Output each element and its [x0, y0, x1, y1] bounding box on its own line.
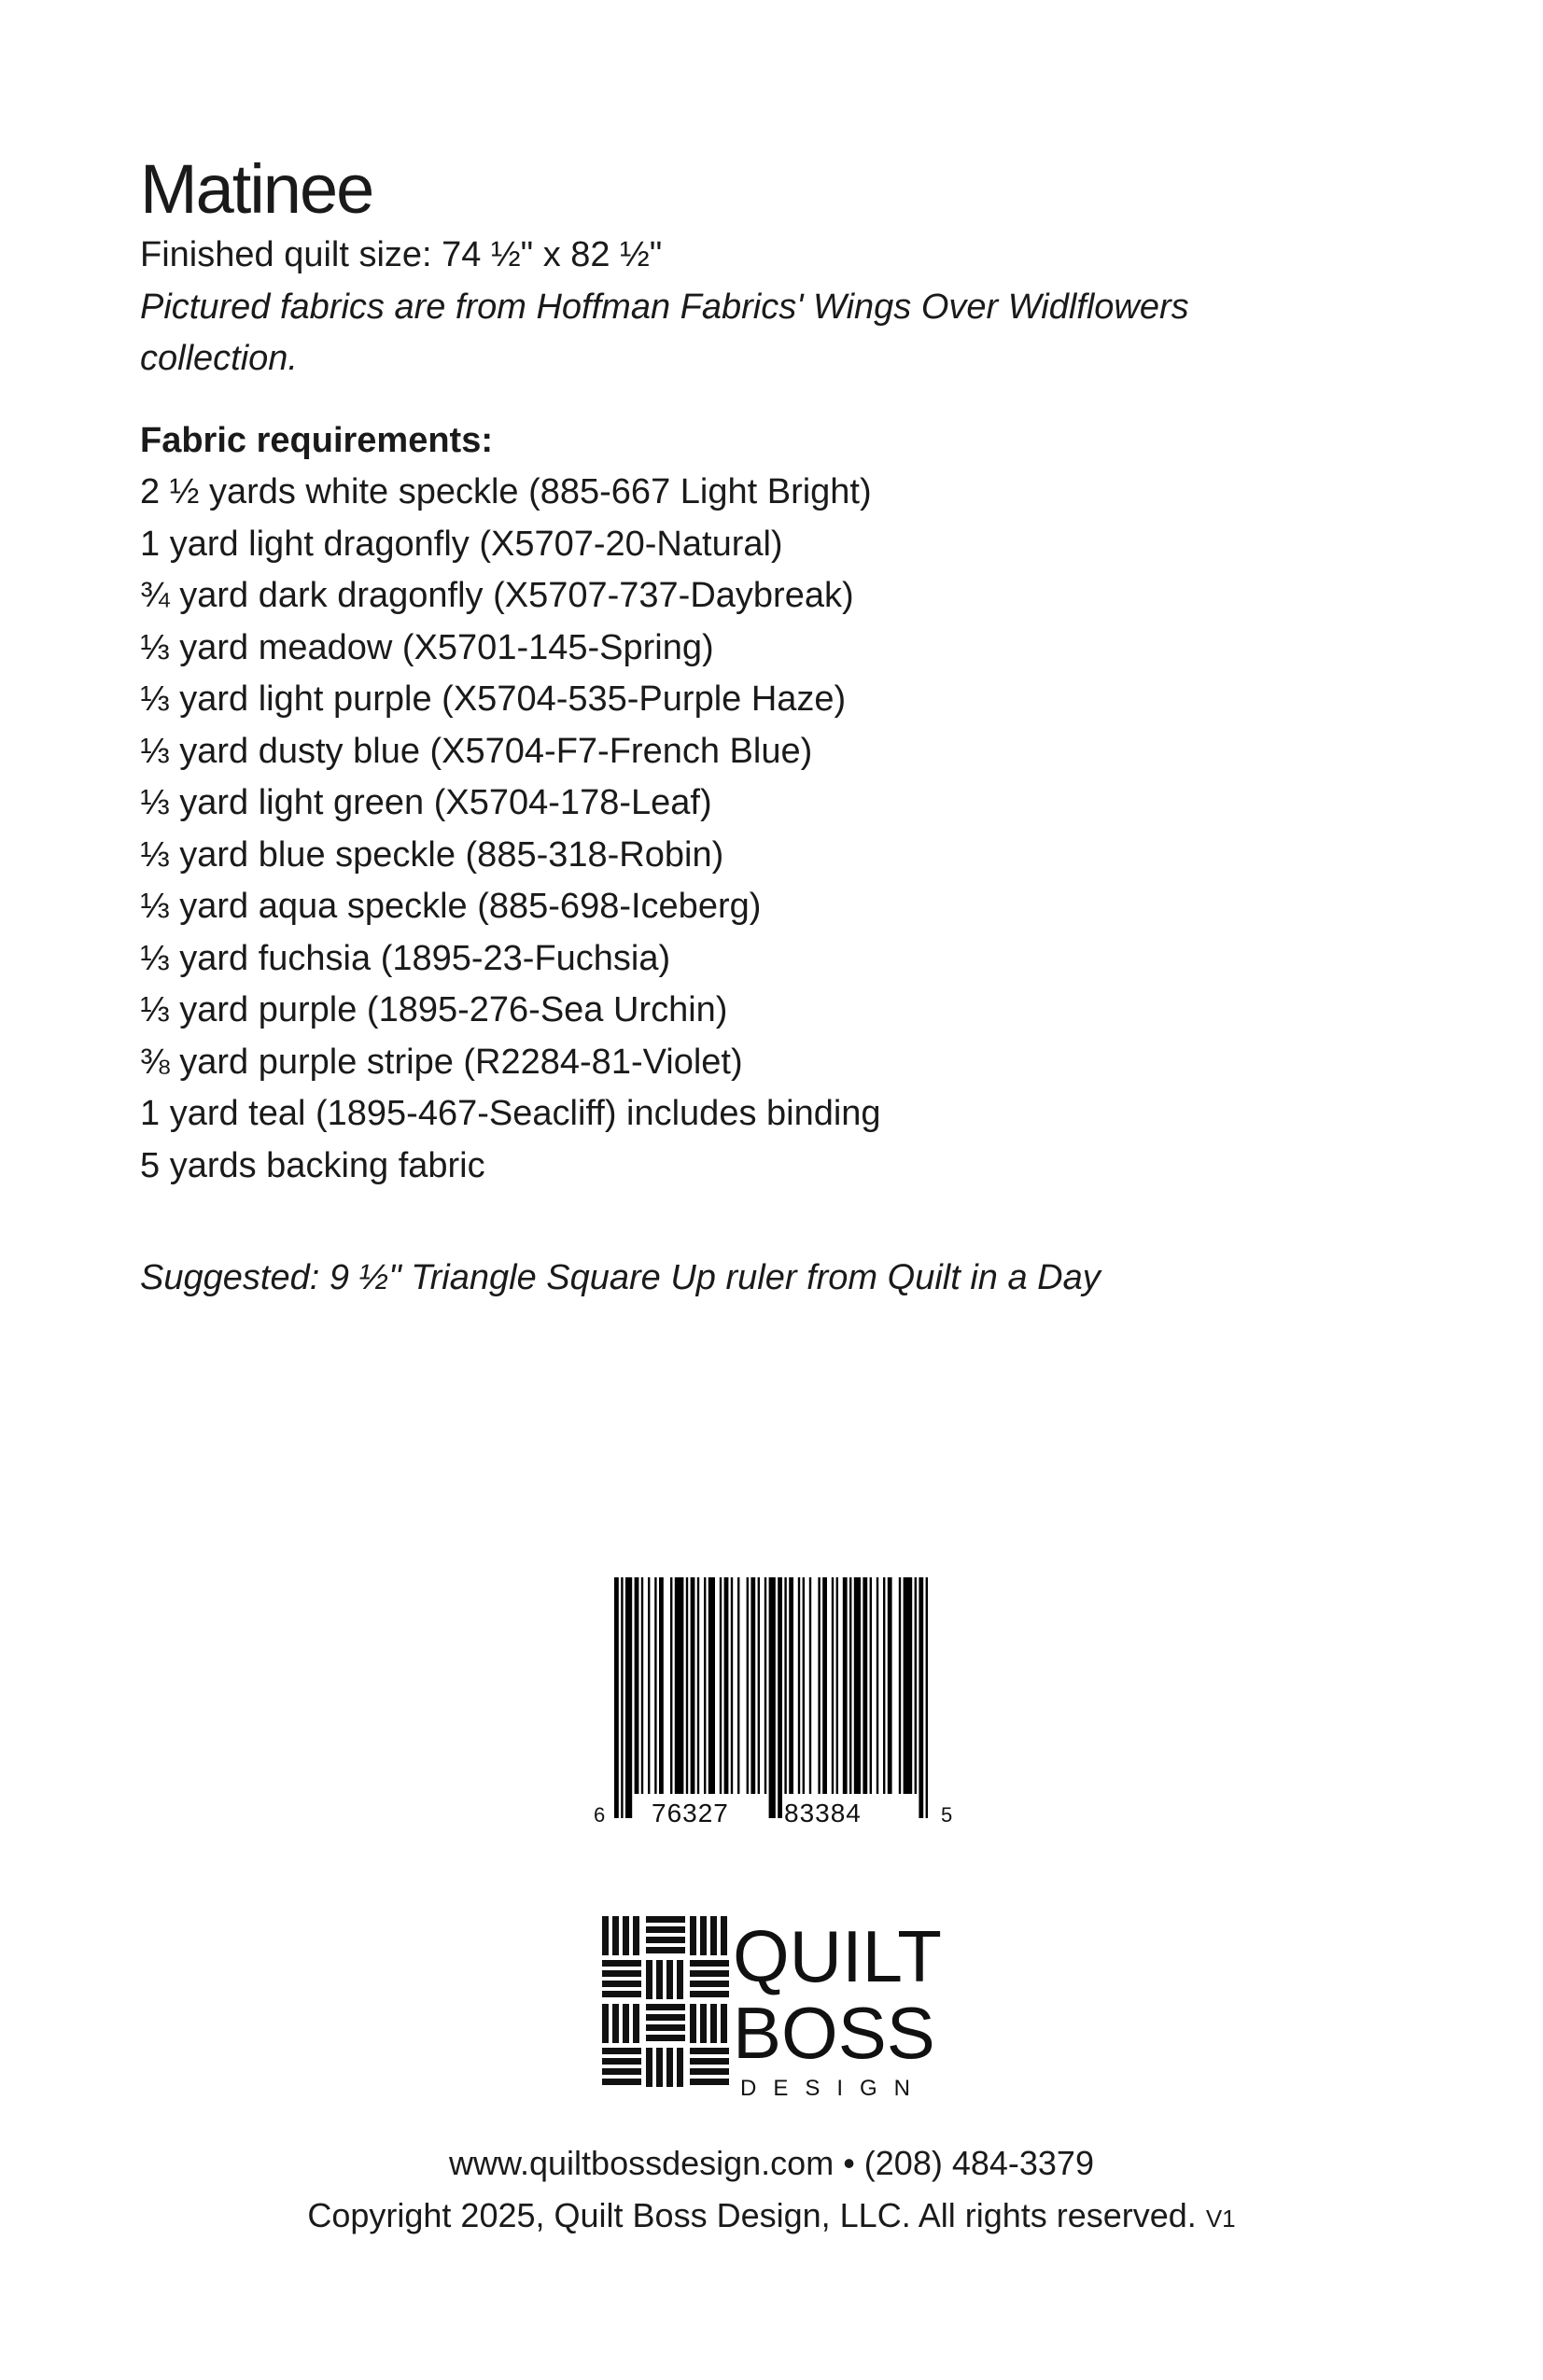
fabric-item: ⅓ yard purple (1895-276-Sea Urchin): [140, 990, 728, 1029]
barcode-bar: [784, 1577, 786, 1794]
barcode-bar: [635, 1577, 639, 1794]
logo-stripe: [690, 2058, 729, 2065]
logo-stripe: [646, 1960, 652, 1999]
logo-stripe: [602, 2048, 641, 2054]
logo-stripe: [666, 2048, 673, 2087]
barcode-bar: [641, 1577, 643, 1794]
logo-stripe: [602, 2058, 641, 2065]
fabric-item: ⅜ yard purple stripe (R2284-81-Violet): [140, 1042, 743, 1082]
logo-stripe: [710, 2004, 717, 2043]
barcode-bar: [778, 1577, 782, 1818]
finished-size: Finished quilt size: 74 ½" x 82 ½": [140, 235, 663, 274]
barcode-bar: [708, 1577, 715, 1794]
fabric-item: ⅓ yard fuchsia (1895-23-Fuchsia): [140, 938, 671, 978]
barcode-bar: [625, 1577, 632, 1818]
barcode-bar: [731, 1577, 733, 1794]
barcode-bar: [854, 1577, 861, 1794]
barcode-bar: [863, 1577, 867, 1794]
logo-stripe: [602, 1981, 641, 1987]
logo-stripe: [721, 1916, 727, 1955]
pictured-fabrics-note-line-1: Pictured fabrics are from Hoffman Fabrics' Wings Over Widlflowers: [140, 287, 1189, 327]
barcode-bar: [843, 1577, 848, 1794]
barcode-bar: [764, 1577, 766, 1794]
logo-stripe: [646, 2048, 652, 2087]
logo-stripe: [710, 1916, 717, 1955]
fabric-item: ⅓ yard blue speckle (885-318-Robin): [140, 834, 724, 875]
barcode-bar: [899, 1577, 901, 1794]
barcode-bar: [621, 1577, 623, 1818]
barcode-bar: [789, 1577, 793, 1794]
barcode-group-left: 76327: [652, 1799, 729, 1827]
pattern-title: Matinee: [140, 150, 373, 228]
fabric-item: ⅓ yard meadow (X5701-145-Spring): [140, 627, 714, 667]
logo-stripe: [623, 1916, 629, 1955]
logo-stripe: [690, 2048, 729, 2054]
logo-stripe: [700, 2004, 707, 2043]
logo-stripe: [690, 1981, 729, 1987]
logo-stripe: [602, 1916, 609, 1955]
barcode-bar: [704, 1577, 706, 1794]
barcode-bar: [747, 1577, 749, 1794]
barcode-bar: [836, 1577, 838, 1794]
logo-stripe: [690, 2068, 729, 2075]
barcode-bar: [832, 1577, 834, 1794]
pattern-back-cover: [140, 149, 1447, 1305]
logo-stripe: [656, 2048, 663, 2087]
fabric-item: ⅓ yard light green (X5704-178-Leaf): [140, 783, 712, 822]
fabric-item: 5 yards backing fabric: [140, 1145, 485, 1185]
logo-stripe: [690, 2079, 729, 2085]
logo-stripe: [602, 1960, 641, 1967]
footer: [0, 2137, 1543, 2245]
barcode: [586, 1577, 960, 1839]
barcode-bar: [904, 1577, 913, 1794]
logo-stripe: [602, 2068, 641, 2075]
requirements-heading: Fabric requirements:: [140, 420, 493, 460]
fabric-item: ⅓ yard aqua speckle (885-698-Iceberg): [140, 887, 762, 926]
logo-stripe: [690, 1916, 696, 1955]
logo-stripe: [602, 1970, 641, 1977]
barcode-digit-left: 6: [594, 1803, 606, 1827]
barcode-bar: [919, 1577, 923, 1818]
barcode-bar: [888, 1577, 892, 1794]
barcode-bar: [926, 1577, 928, 1818]
logo-stripe: [602, 2004, 609, 2043]
logo-stripe: [677, 2048, 683, 2087]
barcode-bars: [614, 1577, 928, 1818]
fabric-item: 1 yard teal (1895-467-Seacliff) includes binding: [140, 1094, 881, 1133]
logo-stripe: [646, 1926, 685, 1933]
logo-stripe: [690, 1991, 729, 1997]
logo-stripe: [656, 1960, 663, 1999]
barcode-bar: [915, 1577, 917, 1794]
logo-stripe: [666, 1960, 673, 1999]
logo-stripe: [633, 1916, 639, 1955]
logo-word-quilt: QUILT: [733, 1915, 942, 1997]
barcode-bar: [724, 1577, 729, 1794]
barcode-bar: [822, 1577, 827, 1794]
fabric-item: ⅓ yard light purple (X5704-535-Purple Haze): [140, 679, 847, 719]
barcode-bar: [809, 1577, 811, 1794]
logo-stripe: [690, 1960, 729, 1967]
barcode-bar: [818, 1577, 820, 1794]
barcode-bar: [758, 1577, 760, 1794]
logo-stripe: [612, 2004, 619, 2043]
barcode-bar: [675, 1577, 684, 1794]
fabric-item: 1 yard light dragonfly (X5707-20-Natural): [140, 524, 783, 564]
pictured-fabrics-note-line-2: collection.: [140, 339, 298, 378]
logo-stripe: [677, 1960, 683, 1999]
logo-stripe: [633, 2004, 639, 2043]
logo-stripe: [646, 2014, 685, 2021]
logo-stripe: [646, 2024, 685, 2031]
barcode-bar: [803, 1577, 805, 1794]
logo-stripe: [646, 2035, 685, 2041]
quilt-boss-logo: [602, 1909, 957, 2100]
logo-mark-icon: [602, 1916, 729, 2087]
barcode-bar: [870, 1577, 872, 1794]
logo-stripe: [612, 1916, 619, 1955]
barcode-bar: [883, 1577, 885, 1794]
fabric-item: ¾ yard dark dragonfly (X5707-737-Daybreak): [140, 576, 854, 615]
logo-word-design: DESIGN: [740, 2076, 928, 2100]
fabric-list: [140, 467, 1447, 1192]
barcode-bar: [648, 1577, 650, 1794]
fabric-item: 2 ½ yards white speckle (885-667 Light Bright): [140, 472, 872, 511]
suggested-ruler: Suggested: 9 ½" Triangle Square Up ruler from Quilt in a Day: [140, 1258, 1101, 1297]
logo-stripe: [623, 2004, 629, 2043]
version-label: V1: [1205, 2205, 1236, 2233]
barcode-group-right: 83384: [784, 1799, 862, 1827]
logo-stripe: [721, 2004, 727, 2043]
logo-stripe: [646, 1937, 685, 1943]
logo-stripe: [602, 2079, 641, 2085]
barcode-bar: [659, 1577, 664, 1794]
barcode-bar: [750, 1577, 755, 1794]
barcode-bar: [654, 1577, 656, 1794]
barcode-digit-right: 5: [941, 1803, 953, 1827]
fabric-item: ⅓ yard dusty blue (X5704-F7-French Blue): [140, 731, 813, 771]
logo-stripe: [602, 1991, 641, 1997]
logo-stripe: [700, 1916, 707, 1955]
logo-word-boss: BOSS: [733, 1992, 935, 2074]
logo-stripe: [646, 1947, 685, 1953]
barcode-bar: [686, 1577, 688, 1794]
barcode-bar: [670, 1577, 672, 1794]
footer-copyright-line: [0, 2190, 1543, 2245]
logo-stripe: [690, 2004, 696, 2043]
barcode-bar: [798, 1577, 800, 1794]
footer-copyright: Copyright 2025, Quilt Boss Design, LLC. All rights reserved.: [307, 2196, 1197, 2234]
barcode-bar: [849, 1577, 851, 1794]
logo-stripe: [690, 1970, 729, 1977]
barcode-bar: [720, 1577, 722, 1794]
barcode-bar: [769, 1577, 776, 1818]
barcode-bar: [877, 1577, 878, 1794]
footer-contact: www.quiltbossdesign.com • (208) 484-3379: [449, 2144, 1094, 2182]
barcode-bar: [737, 1577, 739, 1794]
logo-stripe: [646, 1916, 685, 1923]
barcode-bar: [691, 1577, 695, 1794]
barcode-bar: [614, 1577, 619, 1818]
barcode-bar: [697, 1577, 699, 1794]
logo-stripe: [646, 2004, 685, 2010]
